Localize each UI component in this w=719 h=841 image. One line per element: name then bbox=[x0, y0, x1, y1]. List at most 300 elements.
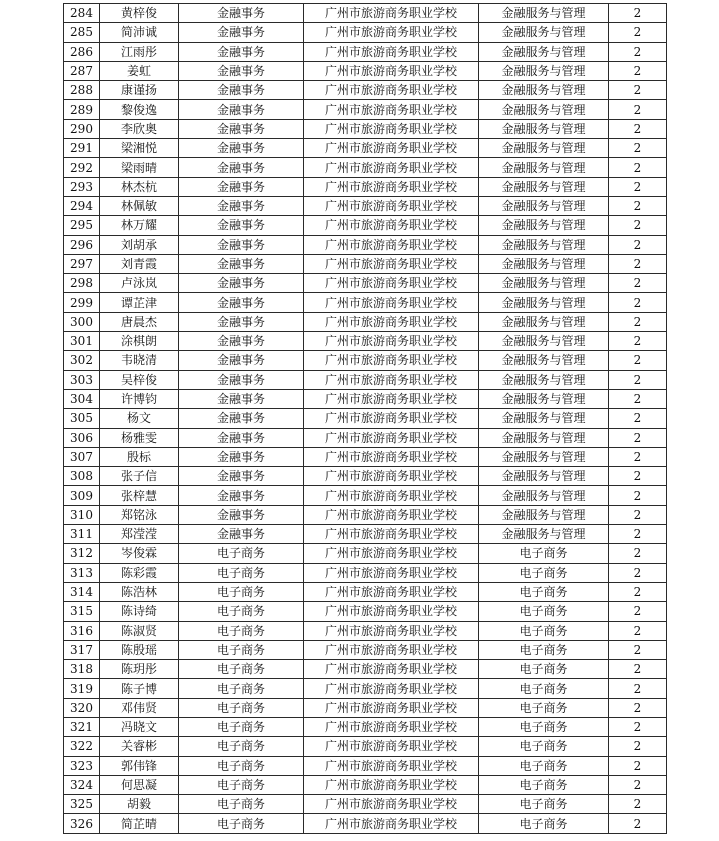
grade-cell: 2 bbox=[609, 486, 667, 505]
school-cell: 广州市旅游商务职业学校 bbox=[304, 544, 479, 563]
grade-cell: 2 bbox=[609, 544, 667, 563]
major-cell: 金融事务 bbox=[179, 100, 304, 119]
direction-cell: 金融服务与管理 bbox=[479, 254, 609, 273]
table-row bbox=[64, 486, 667, 505]
table-row bbox=[64, 679, 667, 698]
row-number-cell: 298 bbox=[64, 274, 100, 293]
student-name-cell: 陈诗绮 bbox=[100, 602, 179, 621]
student-name-cell: 陈子博 bbox=[100, 679, 179, 698]
school-cell: 广州市旅游商务职业学校 bbox=[304, 737, 479, 756]
major-cell: 电子商务 bbox=[179, 795, 304, 814]
row-number-cell: 290 bbox=[64, 119, 100, 138]
major-cell: 金融事务 bbox=[179, 42, 304, 61]
direction-cell: 电子商务 bbox=[479, 563, 609, 582]
major-cell: 金融事务 bbox=[179, 312, 304, 331]
direction-cell: 金融服务与管理 bbox=[479, 312, 609, 331]
row-number-cell: 288 bbox=[64, 81, 100, 100]
grade-cell: 2 bbox=[609, 602, 667, 621]
grade-cell: 2 bbox=[609, 254, 667, 273]
direction-cell: 电子商务 bbox=[479, 544, 609, 563]
grade-cell: 2 bbox=[609, 582, 667, 601]
row-number-cell: 289 bbox=[64, 100, 100, 119]
school-cell: 广州市旅游商务职业学校 bbox=[304, 582, 479, 601]
grade-cell: 2 bbox=[609, 621, 667, 640]
grade-cell: 2 bbox=[609, 42, 667, 61]
direction-cell: 电子商务 bbox=[479, 698, 609, 717]
direction-cell: 金融服务与管理 bbox=[479, 4, 609, 23]
student-name-cell: 陈浩林 bbox=[100, 582, 179, 601]
grade-cell: 2 bbox=[609, 61, 667, 80]
student-name-cell: 简沛诚 bbox=[100, 23, 179, 42]
table-row bbox=[64, 428, 667, 447]
major-cell: 金融事务 bbox=[179, 4, 304, 23]
school-cell: 广州市旅游商务职业学校 bbox=[304, 389, 479, 408]
school-cell: 广州市旅游商务职业学校 bbox=[304, 814, 479, 833]
direction-cell: 金融服务与管理 bbox=[479, 293, 609, 312]
direction-cell: 电子商务 bbox=[479, 795, 609, 814]
school-cell: 广州市旅游商务职业学校 bbox=[304, 158, 479, 177]
student-name-cell: 杨雅雯 bbox=[100, 428, 179, 447]
school-cell: 广州市旅游商务职业学校 bbox=[304, 370, 479, 389]
table-row bbox=[64, 216, 667, 235]
table-row bbox=[64, 640, 667, 659]
major-cell: 金融事务 bbox=[179, 428, 304, 447]
row-number-cell: 313 bbox=[64, 563, 100, 582]
grade-cell: 2 bbox=[609, 23, 667, 42]
student-name-cell: 梁雨晴 bbox=[100, 158, 179, 177]
grade-cell: 2 bbox=[609, 447, 667, 466]
major-cell: 金融事务 bbox=[179, 61, 304, 80]
student-name-cell: 刘胡承 bbox=[100, 235, 179, 254]
school-cell: 广州市旅游商务职业学校 bbox=[304, 100, 479, 119]
row-number-cell: 296 bbox=[64, 235, 100, 254]
direction-cell: 金融服务与管理 bbox=[479, 428, 609, 447]
table-row bbox=[64, 775, 667, 794]
row-number-cell: 297 bbox=[64, 254, 100, 273]
grade-cell: 2 bbox=[609, 312, 667, 331]
row-number-cell: 301 bbox=[64, 332, 100, 351]
direction-cell: 金融服务与管理 bbox=[479, 467, 609, 486]
major-cell: 金融事务 bbox=[179, 505, 304, 524]
table-row bbox=[64, 717, 667, 736]
direction-cell: 金融服务与管理 bbox=[479, 196, 609, 215]
major-cell: 电子商务 bbox=[179, 698, 304, 717]
grade-cell: 2 bbox=[609, 177, 667, 196]
student-name-cell: 林佩敏 bbox=[100, 196, 179, 215]
major-cell: 电子商务 bbox=[179, 775, 304, 794]
row-number-cell: 323 bbox=[64, 756, 100, 775]
table-row bbox=[64, 139, 667, 158]
major-cell: 金融事务 bbox=[179, 486, 304, 505]
school-cell: 广州市旅游商务职业学校 bbox=[304, 679, 479, 698]
row-number-cell: 305 bbox=[64, 409, 100, 428]
major-cell: 金融事务 bbox=[179, 447, 304, 466]
school-cell: 广州市旅游商务职业学校 bbox=[304, 409, 479, 428]
student-name-cell: 邓伟贤 bbox=[100, 698, 179, 717]
student-name-cell: 张梓慧 bbox=[100, 486, 179, 505]
table-row bbox=[64, 332, 667, 351]
school-cell: 广州市旅游商务职业学校 bbox=[304, 274, 479, 293]
direction-cell: 电子商务 bbox=[479, 660, 609, 679]
grade-cell: 2 bbox=[609, 351, 667, 370]
major-cell: 金融事务 bbox=[179, 158, 304, 177]
row-number-cell: 295 bbox=[64, 216, 100, 235]
student-name-cell: 郑铭泳 bbox=[100, 505, 179, 524]
student-name-cell: 胡毅 bbox=[100, 795, 179, 814]
school-cell: 广州市旅游商务职业学校 bbox=[304, 216, 479, 235]
grade-cell: 2 bbox=[609, 196, 667, 215]
student-name-cell: 陈玥彤 bbox=[100, 660, 179, 679]
table-row bbox=[64, 467, 667, 486]
student-name-cell: 谭芷津 bbox=[100, 293, 179, 312]
student-name-cell: 许博钧 bbox=[100, 389, 179, 408]
grade-cell: 2 bbox=[609, 563, 667, 582]
grade-cell: 2 bbox=[609, 640, 667, 659]
student-name-cell: 黄梓俊 bbox=[100, 4, 179, 23]
grade-cell: 2 bbox=[609, 505, 667, 524]
student-name-cell: 何思凝 bbox=[100, 775, 179, 794]
school-cell: 广州市旅游商务职业学校 bbox=[304, 332, 479, 351]
table-body bbox=[64, 4, 667, 834]
school-cell: 广州市旅游商务职业学校 bbox=[304, 139, 479, 158]
table-row bbox=[64, 582, 667, 601]
table-row bbox=[64, 4, 667, 23]
student-name-cell: 陈彩霞 bbox=[100, 563, 179, 582]
row-number-cell: 309 bbox=[64, 486, 100, 505]
student-name-cell: 杨文 bbox=[100, 409, 179, 428]
student-name-cell: 李欣奥 bbox=[100, 119, 179, 138]
student-name-cell: 张子信 bbox=[100, 467, 179, 486]
direction-cell: 金融服务与管理 bbox=[479, 177, 609, 196]
school-cell: 广州市旅游商务职业学校 bbox=[304, 525, 479, 544]
row-number-cell: 294 bbox=[64, 196, 100, 215]
major-cell: 金融事务 bbox=[179, 139, 304, 158]
direction-cell: 金融服务与管理 bbox=[479, 505, 609, 524]
school-cell: 广州市旅游商务职业学校 bbox=[304, 447, 479, 466]
major-cell: 电子商务 bbox=[179, 679, 304, 698]
table-row bbox=[64, 756, 667, 775]
direction-cell: 金融服务与管理 bbox=[479, 119, 609, 138]
major-cell: 金融事务 bbox=[179, 81, 304, 100]
row-number-cell: 311 bbox=[64, 525, 100, 544]
grade-cell: 2 bbox=[609, 100, 667, 119]
grade-cell: 2 bbox=[609, 158, 667, 177]
direction-cell: 金融服务与管理 bbox=[479, 447, 609, 466]
school-cell: 广州市旅游商务职业学校 bbox=[304, 756, 479, 775]
major-cell: 电子商务 bbox=[179, 544, 304, 563]
table-row bbox=[64, 602, 667, 621]
row-number-cell: 303 bbox=[64, 370, 100, 389]
row-number-cell: 284 bbox=[64, 4, 100, 23]
table-row bbox=[64, 42, 667, 61]
student-name-cell: 康谨扬 bbox=[100, 81, 179, 100]
table-row bbox=[64, 698, 667, 717]
student-name-cell: 卢泳岚 bbox=[100, 274, 179, 293]
row-number-cell: 325 bbox=[64, 795, 100, 814]
row-number-cell: 299 bbox=[64, 293, 100, 312]
grade-cell: 2 bbox=[609, 235, 667, 254]
table-row bbox=[64, 100, 667, 119]
school-cell: 广州市旅游商务职业学校 bbox=[304, 467, 479, 486]
school-cell: 广州市旅游商务职业学校 bbox=[304, 177, 479, 196]
major-cell: 金融事务 bbox=[179, 254, 304, 273]
student-name-cell: 黎俊逸 bbox=[100, 100, 179, 119]
row-number-cell: 310 bbox=[64, 505, 100, 524]
grade-cell: 2 bbox=[609, 756, 667, 775]
table-row bbox=[64, 23, 667, 42]
table-row bbox=[64, 409, 667, 428]
row-number-cell: 320 bbox=[64, 698, 100, 717]
grade-cell: 2 bbox=[609, 737, 667, 756]
table-row bbox=[64, 81, 667, 100]
major-cell: 金融事务 bbox=[179, 293, 304, 312]
student-name-cell: 林万耀 bbox=[100, 216, 179, 235]
grade-cell: 2 bbox=[609, 467, 667, 486]
row-number-cell: 315 bbox=[64, 602, 100, 621]
direction-cell: 电子商务 bbox=[479, 602, 609, 621]
table-row bbox=[64, 544, 667, 563]
row-number-cell: 302 bbox=[64, 351, 100, 370]
grade-cell: 2 bbox=[609, 775, 667, 794]
school-cell: 广州市旅游商务职业学校 bbox=[304, 505, 479, 524]
major-cell: 金融事务 bbox=[179, 216, 304, 235]
row-number-cell: 286 bbox=[64, 42, 100, 61]
major-cell: 电子商务 bbox=[179, 660, 304, 679]
school-cell: 广州市旅游商务职业学校 bbox=[304, 42, 479, 61]
major-cell: 电子商务 bbox=[179, 717, 304, 736]
major-cell: 金融事务 bbox=[179, 467, 304, 486]
grade-cell: 2 bbox=[609, 428, 667, 447]
direction-cell: 金融服务与管理 bbox=[479, 351, 609, 370]
row-number-cell: 314 bbox=[64, 582, 100, 601]
row-number-cell: 293 bbox=[64, 177, 100, 196]
table-row bbox=[64, 254, 667, 273]
school-cell: 广州市旅游商务职业学校 bbox=[304, 660, 479, 679]
major-cell: 金融事务 bbox=[179, 23, 304, 42]
row-number-cell: 285 bbox=[64, 23, 100, 42]
table-row bbox=[64, 505, 667, 524]
student-name-cell: 殷标 bbox=[100, 447, 179, 466]
direction-cell: 金融服务与管理 bbox=[479, 486, 609, 505]
grade-cell: 2 bbox=[609, 274, 667, 293]
direction-cell: 电子商务 bbox=[479, 775, 609, 794]
student-name-cell: 郑滢滢 bbox=[100, 525, 179, 544]
major-cell: 金融事务 bbox=[179, 235, 304, 254]
table-row bbox=[64, 525, 667, 544]
direction-cell: 金融服务与管理 bbox=[479, 23, 609, 42]
table-row bbox=[64, 389, 667, 408]
direction-cell: 金融服务与管理 bbox=[479, 370, 609, 389]
major-cell: 电子商务 bbox=[179, 640, 304, 659]
row-number-cell: 292 bbox=[64, 158, 100, 177]
major-cell: 电子商务 bbox=[179, 582, 304, 601]
school-cell: 广州市旅游商务职业学校 bbox=[304, 81, 479, 100]
row-number-cell: 316 bbox=[64, 621, 100, 640]
major-cell: 金融事务 bbox=[179, 119, 304, 138]
grade-cell: 2 bbox=[609, 679, 667, 698]
school-cell: 广州市旅游商务职业学校 bbox=[304, 4, 479, 23]
student-name-cell: 姜虹 bbox=[100, 61, 179, 80]
school-cell: 广州市旅游商务职业学校 bbox=[304, 119, 479, 138]
student-name-cell: 梁湘悦 bbox=[100, 139, 179, 158]
major-cell: 金融事务 bbox=[179, 370, 304, 389]
table-row bbox=[64, 621, 667, 640]
major-cell: 金融事务 bbox=[179, 389, 304, 408]
school-cell: 广州市旅游商务职业学校 bbox=[304, 775, 479, 794]
table-row bbox=[64, 177, 667, 196]
row-number-cell: 308 bbox=[64, 467, 100, 486]
row-number-cell: 307 bbox=[64, 447, 100, 466]
major-cell: 电子商务 bbox=[179, 563, 304, 582]
student-name-cell: 江雨彤 bbox=[100, 42, 179, 61]
table-row bbox=[64, 312, 667, 331]
direction-cell: 金融服务与管理 bbox=[479, 332, 609, 351]
table-row bbox=[64, 293, 667, 312]
row-number-cell: 306 bbox=[64, 428, 100, 447]
grade-cell: 2 bbox=[609, 81, 667, 100]
student-name-cell: 陈淑贤 bbox=[100, 621, 179, 640]
direction-cell: 电子商务 bbox=[479, 679, 609, 698]
student-name-cell: 郭伟锋 bbox=[100, 756, 179, 775]
major-cell: 电子商务 bbox=[179, 814, 304, 833]
student-name-cell: 林杰杭 bbox=[100, 177, 179, 196]
school-cell: 广州市旅游商务职业学校 bbox=[304, 61, 479, 80]
major-cell: 金融事务 bbox=[179, 525, 304, 544]
row-number-cell: 318 bbox=[64, 660, 100, 679]
grade-cell: 2 bbox=[609, 332, 667, 351]
direction-cell: 金融服务与管理 bbox=[479, 216, 609, 235]
grade-cell: 2 bbox=[609, 139, 667, 158]
student-name-cell: 陈殷瑶 bbox=[100, 640, 179, 659]
direction-cell: 电子商务 bbox=[479, 756, 609, 775]
student-name-cell: 简芷晴 bbox=[100, 814, 179, 833]
direction-cell: 金融服务与管理 bbox=[479, 81, 609, 100]
row-number-cell: 287 bbox=[64, 61, 100, 80]
student-name-cell: 涂棋朗 bbox=[100, 332, 179, 351]
major-cell: 电子商务 bbox=[179, 621, 304, 640]
school-cell: 广州市旅游商务职业学校 bbox=[304, 312, 479, 331]
major-cell: 电子商务 bbox=[179, 756, 304, 775]
row-number-cell: 319 bbox=[64, 679, 100, 698]
school-cell: 广州市旅游商务职业学校 bbox=[304, 254, 479, 273]
direction-cell: 金融服务与管理 bbox=[479, 42, 609, 61]
school-cell: 广州市旅游商务职业学校 bbox=[304, 23, 479, 42]
table-row bbox=[64, 447, 667, 466]
row-number-cell: 304 bbox=[64, 389, 100, 408]
school-cell: 广州市旅游商务职业学校 bbox=[304, 563, 479, 582]
student-list-table bbox=[63, 3, 667, 834]
table-row bbox=[64, 737, 667, 756]
table-row bbox=[64, 158, 667, 177]
school-cell: 广州市旅游商务职业学校 bbox=[304, 717, 479, 736]
row-number-cell: 317 bbox=[64, 640, 100, 659]
direction-cell: 电子商务 bbox=[479, 737, 609, 756]
student-name-cell: 岑俊霖 bbox=[100, 544, 179, 563]
school-cell: 广州市旅游商务职业学校 bbox=[304, 621, 479, 640]
grade-cell: 2 bbox=[609, 370, 667, 389]
student-name-cell: 关睿彬 bbox=[100, 737, 179, 756]
grade-cell: 2 bbox=[609, 389, 667, 408]
grade-cell: 2 bbox=[609, 119, 667, 138]
grade-cell: 2 bbox=[609, 717, 667, 736]
table-row bbox=[64, 795, 667, 814]
grade-cell: 2 bbox=[609, 4, 667, 23]
direction-cell: 金融服务与管理 bbox=[479, 100, 609, 119]
grade-cell: 2 bbox=[609, 814, 667, 833]
row-number-cell: 312 bbox=[64, 544, 100, 563]
major-cell: 金融事务 bbox=[179, 332, 304, 351]
row-number-cell: 300 bbox=[64, 312, 100, 331]
direction-cell: 金融服务与管理 bbox=[479, 235, 609, 254]
grade-cell: 2 bbox=[609, 660, 667, 679]
direction-cell: 金融服务与管理 bbox=[479, 139, 609, 158]
school-cell: 广州市旅游商务职业学校 bbox=[304, 196, 479, 215]
table-row bbox=[64, 660, 667, 679]
major-cell: 金融事务 bbox=[179, 274, 304, 293]
direction-cell: 电子商务 bbox=[479, 814, 609, 833]
table-row bbox=[64, 235, 667, 254]
row-number-cell: 322 bbox=[64, 737, 100, 756]
major-cell: 金融事务 bbox=[179, 409, 304, 428]
direction-cell: 金融服务与管理 bbox=[479, 158, 609, 177]
table-row bbox=[64, 814, 667, 833]
school-cell: 广州市旅游商务职业学校 bbox=[304, 293, 479, 312]
row-number-cell: 291 bbox=[64, 139, 100, 158]
student-name-cell: 刘青霞 bbox=[100, 254, 179, 273]
direction-cell: 金融服务与管理 bbox=[479, 409, 609, 428]
student-name-cell: 唐晨杰 bbox=[100, 312, 179, 331]
major-cell: 电子商务 bbox=[179, 602, 304, 621]
grade-cell: 2 bbox=[609, 409, 667, 428]
major-cell: 电子商务 bbox=[179, 737, 304, 756]
table-row bbox=[64, 351, 667, 370]
direction-cell: 电子商务 bbox=[479, 717, 609, 736]
table-row bbox=[64, 119, 667, 138]
table-row bbox=[64, 563, 667, 582]
school-cell: 广州市旅游商务职业学校 bbox=[304, 795, 479, 814]
major-cell: 金融事务 bbox=[179, 177, 304, 196]
grade-cell: 2 bbox=[609, 216, 667, 235]
student-name-cell: 冯晓文 bbox=[100, 717, 179, 736]
row-number-cell: 326 bbox=[64, 814, 100, 833]
grade-cell: 2 bbox=[609, 293, 667, 312]
school-cell: 广州市旅游商务职业学校 bbox=[304, 486, 479, 505]
student-name-cell: 吴梓俊 bbox=[100, 370, 179, 389]
grade-cell: 2 bbox=[609, 795, 667, 814]
grade-cell: 2 bbox=[609, 525, 667, 544]
table-row bbox=[64, 196, 667, 215]
school-cell: 广州市旅游商务职业学校 bbox=[304, 351, 479, 370]
table-row bbox=[64, 274, 667, 293]
school-cell: 广州市旅游商务职业学校 bbox=[304, 640, 479, 659]
row-number-cell: 321 bbox=[64, 717, 100, 736]
grade-cell: 2 bbox=[609, 698, 667, 717]
major-cell: 金融事务 bbox=[179, 351, 304, 370]
table-row bbox=[64, 61, 667, 80]
direction-cell: 金融服务与管理 bbox=[479, 274, 609, 293]
direction-cell: 电子商务 bbox=[479, 621, 609, 640]
school-cell: 广州市旅游商务职业学校 bbox=[304, 698, 479, 717]
direction-cell: 金融服务与管理 bbox=[479, 525, 609, 544]
direction-cell: 金融服务与管理 bbox=[479, 389, 609, 408]
school-cell: 广州市旅游商务职业学校 bbox=[304, 428, 479, 447]
school-cell: 广州市旅游商务职业学校 bbox=[304, 235, 479, 254]
direction-cell: 电子商务 bbox=[479, 582, 609, 601]
direction-cell: 电子商务 bbox=[479, 640, 609, 659]
direction-cell: 金融服务与管理 bbox=[479, 61, 609, 80]
table-row bbox=[64, 370, 667, 389]
student-name-cell: 韦晓清 bbox=[100, 351, 179, 370]
